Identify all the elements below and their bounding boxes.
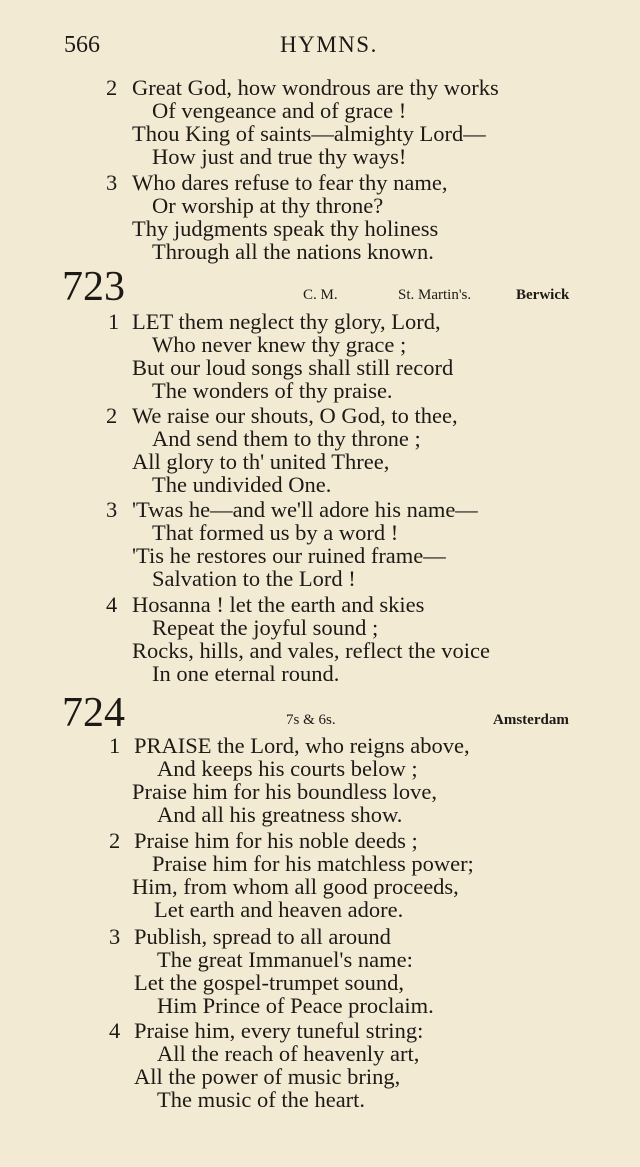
- verse-line: Publish, spread to all around: [134, 924, 391, 949]
- verse-line: Or worship at thy throne?: [152, 193, 384, 218]
- verse-line: The music of the heart.: [157, 1087, 366, 1112]
- verse-line: 'Twas he—and we'll adore his name—: [132, 497, 478, 522]
- running-title: HYMNS.: [280, 32, 378, 57]
- stanza-number: 2: [109, 828, 121, 853]
- verse-line: All the power of music bring,: [134, 1064, 401, 1089]
- page-header: [0, 30, 640, 62]
- verse-line: Praise him for his noble deeds ;: [134, 828, 418, 853]
- verse-line: But our loud songs shall still record: [132, 355, 454, 380]
- verse-line: The undivided One.: [152, 472, 332, 497]
- verse-line: LET them neglect thy glory, Lord,: [132, 309, 441, 334]
- verse-line: In one eternal round.: [152, 661, 340, 686]
- stanza-number: 3: [109, 924, 121, 949]
- meter-label: C. M.: [303, 287, 338, 303]
- verse-line: PRAISE the Lord, who reigns above,: [134, 733, 470, 758]
- verse-line: Great God, how wondrous are thy works: [132, 75, 499, 100]
- verse-line: And all his greatness show.: [157, 802, 403, 827]
- verse-line: Salvation to the Lord !: [152, 566, 356, 591]
- verse-line: That formed us by a word !: [152, 520, 399, 545]
- verse-line: The great Immanuel's name:: [157, 947, 413, 972]
- meter-label: 7s & 6s.: [286, 712, 336, 728]
- stanza-number: 4: [109, 1018, 121, 1043]
- verse-line: All glory to th' united Three,: [132, 449, 390, 474]
- verse-line: 'Tis he restores our ruined frame—: [132, 543, 446, 568]
- stanza-number: 3: [106, 497, 118, 522]
- verse-line: How just and true thy ways!: [152, 144, 407, 169]
- verse-line: And send them to thy throne ;: [152, 426, 421, 451]
- verse-line: All the reach of heavenly art,: [157, 1041, 420, 1066]
- verse-line: Praise him, every tuneful string:: [134, 1018, 424, 1043]
- stanza-number: 2: [106, 75, 118, 100]
- verse-line: Rocks, hills, and vales, reflect the voice: [132, 638, 491, 663]
- hymn-number: 723: [62, 264, 125, 310]
- tune-name: Berwick: [516, 287, 570, 303]
- verse-line: Praise him for his boundless love,: [132, 779, 437, 804]
- verse-line: Him, from whom all good proceeds,: [132, 874, 459, 899]
- verse-line: The wonders of thy praise.: [152, 378, 393, 403]
- hymn-number: 724: [62, 690, 125, 736]
- stanza-number: 1: [108, 309, 120, 334]
- stanza-number: 4: [106, 592, 118, 617]
- verse-line: Thy judgments speak thy holiness: [132, 216, 439, 241]
- verse-line: Through all the nations known.: [152, 239, 434, 264]
- verse-line: Let the gospel-trumpet sound,: [134, 970, 404, 995]
- verse-line: Thou King of saints—almighty Lord—: [132, 121, 486, 146]
- stanza-number: 1: [109, 733, 121, 758]
- verse-line: Praise him for his matchless power;: [152, 851, 474, 876]
- verse-line: And keeps his courts below ;: [157, 756, 418, 781]
- verse-line: Who dares refuse to fear thy name,: [132, 170, 448, 195]
- tune-name: Amsterdam: [493, 712, 569, 728]
- verse-line: Of vengeance and of grace !: [152, 98, 407, 123]
- verse-line: Him Prince of Peace proclaim.: [157, 993, 434, 1018]
- verse-line: Hosanna ! let the earth and skies: [132, 592, 425, 617]
- page-number: 566: [64, 32, 100, 58]
- verse-line: Who never knew thy grace ;: [152, 332, 407, 357]
- stanza-number: 3: [106, 170, 118, 195]
- verse-line: We raise our shouts, O God, to thee,: [132, 403, 458, 428]
- verse-line: Let earth and heaven adore.: [154, 897, 404, 922]
- tune-name: St. Martin's.: [398, 287, 472, 303]
- verse-line: Repeat the joyful sound ;: [152, 615, 379, 640]
- stanza-number: 2: [106, 403, 118, 428]
